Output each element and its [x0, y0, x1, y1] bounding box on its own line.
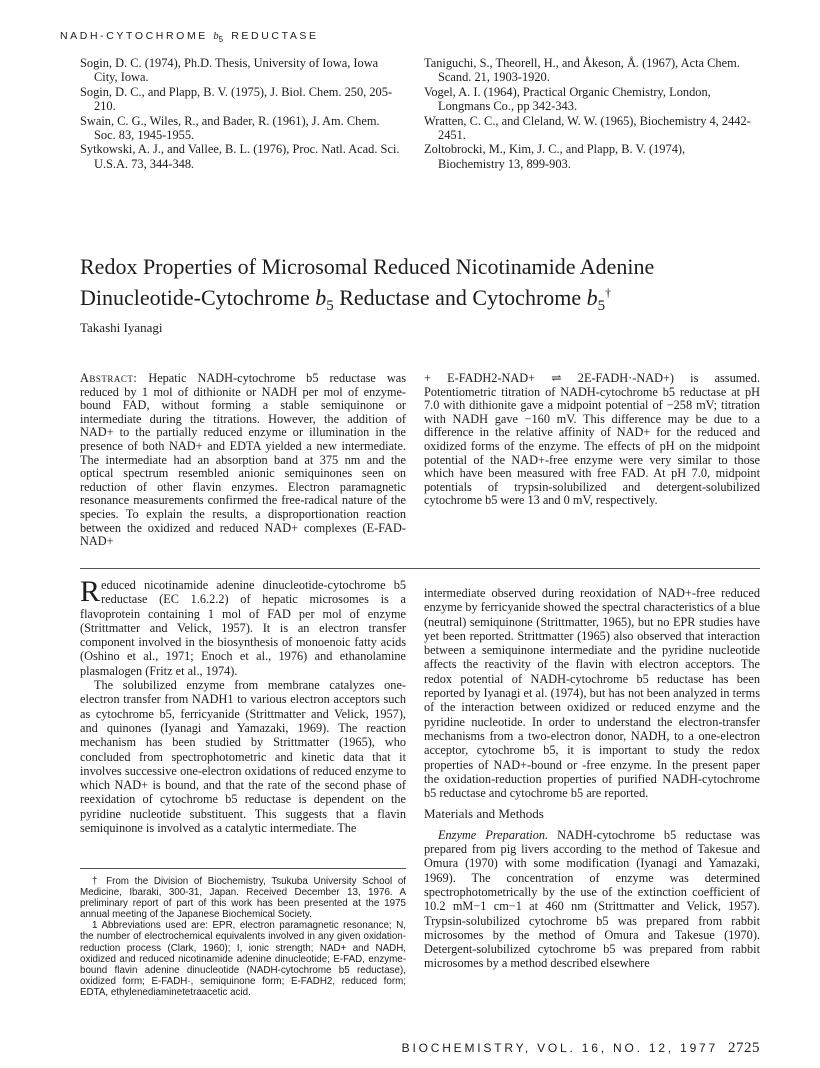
reference-item: Sogin, D. C. (1974), Ph.D. Thesis, University of Iowa, Iowa City, Iowa. — [80, 56, 379, 85]
paragraph: Enzyme Preparation. NADH-cytochrome b5 reductase was prepared from pig livers according to the method of Takesue and Omura (1970) with some modification (Iyanagi and Yamazaki, 1969). The concentration of enzyme was determined spectrophotometrically by the use of the extinction coefficient of 10.2 mM−1 cm−1 at 460 nm (Strittmatter and Velick, 1957). Trypsin-solubilized cytochrome b5 was prepared from rabbit microsomes by the method of Omura and Takesue (1970). Detergent-solubilized cytochrome b5 was prepared from rabbit microsomes by a method described elsewhere — [424, 827, 760, 971]
abstract-divider — [80, 568, 760, 569]
abstract-label: Abstract: — [80, 371, 138, 385]
journal-citation: BIOCHEMISTRY, VOL. 16, NO. 12, 1977 — [401, 1041, 718, 1055]
title-line-1: Redox Properties of Microsomal Reduced Nicotinamide Adenine — [80, 254, 655, 279]
reference-item: Taniguchi, S., Theorell, H., and Åkeson, Å. (1967), Acta Chem. Scand. 21, 1903-1920. — [424, 56, 740, 85]
footnote: † From the Division of Biochemistry, Tsukuba University School of Medicine, Ibaraki, 300-31, Japan. Received December 13, 1976. A preliminary report of part of this work has been presented at the 1975 annual meeting of the Japanese Biochemical Society. — [80, 876, 406, 921]
footnotes — [80, 876, 406, 998]
title-line-2: Dinucleotide-Cytochrome $b_5$ Reductase and Cytochrome $b_5^\dagger$ — [80, 285, 612, 315]
paragraph: intermediate observed during reoxidation of NAD+-free reduced enzyme by ferricyanide showed the spectral characteristics of a blue (neutral) semiquinone (Strittmatter, 1965), but no EPR studies have yet been reported. Strittmatter (1965) also observed that interaction between a semiquinone intermediate and the pyridine nucleotide affects the reactivity of the flavin with electron acceptors. The redox potential of NADH-cytochrome b5 reductase has been reported by Iyanagi et al. (1974), but has not been analyzed in terms of the interaction between oxidized or reduced enzyme and the pyridine nucleotide. In order to understand the electron-transfer mechanisms from a two-electron donor, NADH, to a one-electron acceptor, cytochrome b5, it is important to study the redox properties of NAD+-bound or -free enzyme. In the present paper the oxidation-reduction properties of purified NADH-cytochrome b5 reductase and cytochrome b5 are reported. — [424, 586, 760, 801]
references-left — [80, 56, 402, 171]
abstract-right: + E-FADH2-NAD+ ⇌ 2E-FADH·-NAD+) is assumed. Potentiometric titration of NADH-cytochrome b5 reductase at pH 7.0 with dithionite gave a midpoint potential of −258 mV; titration with NADH gave −160 mV. This difference may be due to a difference in the relative affinity of NAD+ for the reduced and oxidized forms of the enzyme. The effects of pH on the midpoint potential of the NAD+-free enzyme were very similar to those which have been measured with free FAD. At pH 7.0, midpoint potentials of trypsin-solubilized and detergent-solubilized cytochrome b5 were 13 and 0 mV, respectively. — [424, 371, 760, 508]
section-heading: Materials and Methods — [424, 806, 544, 822]
author-name: Takashi Iyanagi — [80, 320, 163, 335]
reference-item: Sogin, D. C., and Plapp, B. V. (1975), J. Biol. Chem. 250, 205-210. — [80, 84, 393, 114]
paragraph: Reduced nicotinamide adenine dinucleotide-cytochrome b5 reductase (EC 1.6.2.2) of hepatic microsomes is a flavoprotein containing 1 mol of FAD per mol of enzyme (Strittmatter and Velick, 1957). It is an electron transfer component involved in the biosynthesis of monoenoic fatty acids (Oshino et al., 1971; Enoch et al., 1976) and ethanolamine plasmalogen (Fritz et al., 1974). — [80, 575, 406, 678]
reference-item: Wratten, C. C., and Cleland, W. W. (1965), Biochemistry 4, 2442-2451. — [424, 113, 751, 143]
reference-item: Swain, C. G., Wiles, R., and Bader, R. (1961), J. Am. Chem. Soc. 83, 1945-1955. — [80, 113, 380, 143]
reference-item: Vogel, A. I. (1964), Practical Organic Chemistry, London, Longmans Co., pp 342-343. — [424, 84, 711, 114]
drop-cap: R — [80, 575, 101, 608]
footnote: 1 Abbreviations used are: EPR, electron paramagnetic resonance; N, the number of electrochemical equivalents involved in any given oxidation-reduction process (Clark, 1960); I, ionic strength; NAD+ and NADH, oxidized and reduced nicotinamide adenine dinucleotide; E-FAD, enzyme-bound flavin adenine dinucleotide (NADH-cytochrome b5 reductase), oxidized form; E-FADH·, semiquinone form; E-FADH2, reduced form; EDTA, ethylenediaminetetraacetic acid. — [80, 920, 406, 998]
paragraph: The solubilized enzyme from membrane catalyzes one-electron transfer from NADH1 to various electron acceptors such as cytochrome b5, ferricyanide (Strittmatter and Velick, 1957), and quinones (Iyanagi and Yamazaki, 1969). The reaction mechanism has been studied by Strittmatter (1965), who concluded from spectrophotometric and kinetic data that it involves successive one-electron oxidations of reduced enzyme to which NAD+ is bound, and that the rate of the second phase of reexidation of cytochrome b5 reductase is dependent on the pyridine nucleotide substituent. This suggests that a flavin semiquinone is involved as a catalytic intermediate. The — [80, 678, 406, 836]
references-right — [424, 56, 754, 171]
subheading: Enzyme Preparation. — [438, 827, 549, 842]
running-head: NADH-CYTOCHROME $b_5$ REDUCTASE — [60, 30, 319, 45]
reference-item: Zoltobrocki, M., Kim, J. C., and Plapp, B. V. (1974), Biochemistry 13, 899-903. — [424, 142, 686, 171]
reference-item: Sytkowski, A. J., and Vallee, B. L. (1976), Proc. Natl. Acad. Sci. U.S.A. 73, 344-348. — [80, 142, 400, 171]
page-footer — [402, 1040, 760, 1057]
page-number: 2725 — [728, 1040, 760, 1056]
footnote-divider — [80, 868, 406, 869]
article-title — [80, 253, 760, 315]
abstract-left: Abstract: Hepatic NADH-cytochrome b5 reductase was reduced by 1 mol of dithionite or NADH per mol of enzyme-bound FAD, without forming a stable semiquinone or intermediate during the titrations. However, the addition of NAD+ to the partially reduced enzyme or illumination in the presence of both NAD+ and EDTA yielded a new intermediate. The intermediate had an absorption band at 375 nm and the optical spectrum resembled anionic semiquinones seen on reduction of other flavin enzymes. Electron paramagnetic resonance measurements confirmed the free-radical nature of the species. To explain the results, a disproportionation reaction between the oxidized and reduced NAD+ complexes (E-FAD-NAD+ — [80, 371, 407, 549]
body-column-right — [424, 586, 760, 971]
body-column-left — [80, 575, 406, 836]
